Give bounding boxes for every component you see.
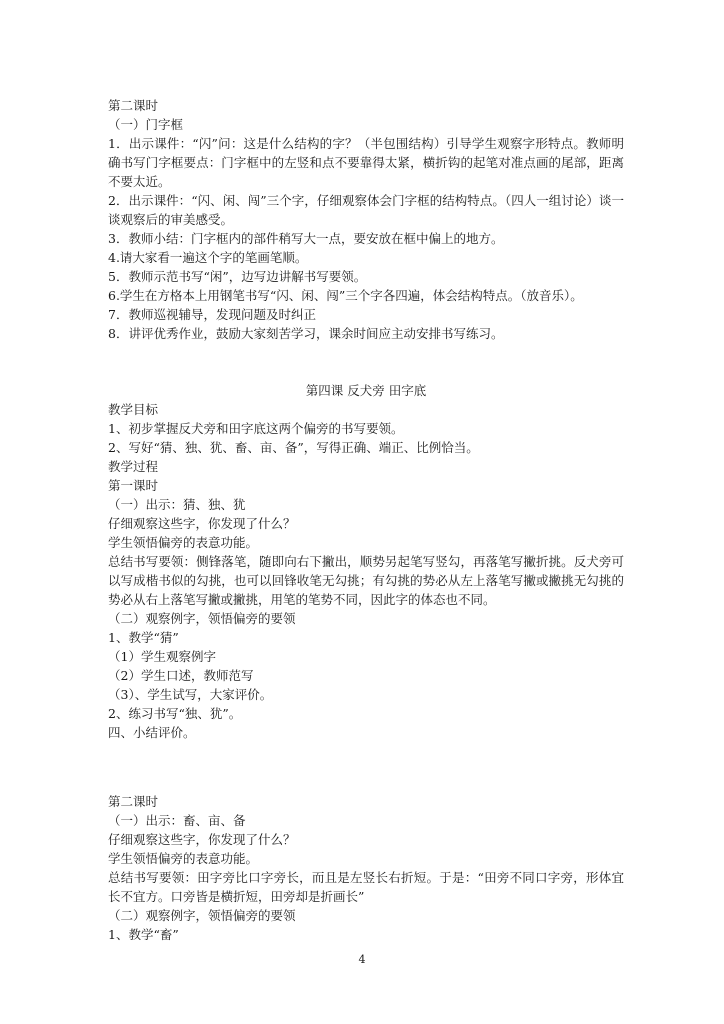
paragraph: （一）出示：畜、亩、备 xyxy=(108,813,246,828)
paragraph: 四、小结评价。 xyxy=(108,725,196,740)
paragraph: 3．教师小结：门字框内的部件稍写大一点，要安放在框中偏上的地方。 xyxy=(108,231,504,246)
period-heading: 第二课时 xyxy=(108,794,159,809)
paragraph: 总结书写要领：侧锋落笔，随即向右下撇出，顺势另起笔写竖勾，再落笔写撇折挑。反犬旁可以写成楷书似的勾挑，也可以回锋收笔无勾挑；有勾挑的势必从左上落笔写撇或撇挑无勾挑的势必从右上落笔写撇或撇挑，用笔的笔势不同，因此字的体态也不同。 xyxy=(108,554,624,607)
paragraph: 4.请大家看一遍这个字的笔画笔顺。 xyxy=(108,250,308,265)
paragraph: 1、教学“畜” xyxy=(108,927,179,942)
paragraph: 仔细观察这些字，你发现了什么？ xyxy=(108,516,296,531)
paragraph: 7．教师巡视辅导，发现问题及时纠正 xyxy=(108,307,316,322)
paragraph: 2．出示课件：“闪、闲、闯”三个字，仔细观察体会门字框的结构特点。（四人一组讨论）谈一谈观察后的审美感受。 xyxy=(108,193,624,227)
step-item: （2）学生口述，教师范写 xyxy=(108,668,254,683)
section-heading: 教学目标 xyxy=(108,402,159,417)
goal-item: 1、初步掌握反犬旁和田字底这两个偏旁的书写要领。 xyxy=(108,421,404,436)
paragraph: 1．出示课件：“闪”问：这是什么结构的字？（半包围结构）引导学生观察字形特点。教师明确书写门字框要点：门字框中的左竖和点不要靠得太紧，横折钩的起笔对准点画的尾部，距离不要太近。 xyxy=(108,136,624,189)
paragraph: 学生领悟偏旁的表意功能。 xyxy=(108,851,259,866)
goal-item: 2、写好“猜、独、犹、畜、亩、备”，写得正确、端正、比例恰当。 xyxy=(108,440,479,455)
paragraph: 2、练习书写“独、犹”。 xyxy=(108,706,242,721)
page-number: 4 xyxy=(358,953,366,966)
period-heading: 第一课时 xyxy=(108,478,159,493)
paragraph: （二）观察例字，领悟偏旁的要领 xyxy=(108,611,296,626)
subsection-heading: （一）门字框 xyxy=(108,117,184,132)
step-item: （3）、学生试写，大家评价。 xyxy=(108,687,273,702)
paragraph: 5．教师示范书写“闲”，边写边讲解书写要领。 xyxy=(108,269,367,284)
spacer xyxy=(108,343,624,381)
paragraph: 学生领悟偏旁的表意功能。 xyxy=(108,535,259,550)
paragraph: 仔细观察这些字，你发现了什么？ xyxy=(108,832,296,847)
lesson-title: 第四课 反犬旁 田字底 xyxy=(305,383,427,398)
section-heading: 教学过程 xyxy=(108,459,159,474)
step-item: （1）学生观察例字 xyxy=(108,649,216,664)
paragraph: （二）观察例字，领悟偏旁的要领 xyxy=(108,908,296,923)
paragraph: 1、教学“猜” xyxy=(108,630,179,645)
paragraph: （一）出示：猜、独、犹 xyxy=(108,497,246,512)
section-heading: 第二课时 xyxy=(108,98,159,113)
paragraph: 总结书写要领：田字旁比口字旁长，而且是左竖长右折短。于是：“田旁不同口字旁，形体宜长不宜方。口旁皆是横折短，田旁却是折画长” xyxy=(108,870,624,904)
paragraph: 6.学生在方格本上用钢笔书写“闪、闲、闯”三个字各四遍，体会结构特点。（放音乐）。 xyxy=(108,288,583,303)
document-body xyxy=(108,96,624,944)
paragraph: 8．讲评优秀作业，鼓励大家刻苦学习，课余时间应主动安排书写练习。 xyxy=(108,326,504,341)
spacer xyxy=(108,742,624,792)
